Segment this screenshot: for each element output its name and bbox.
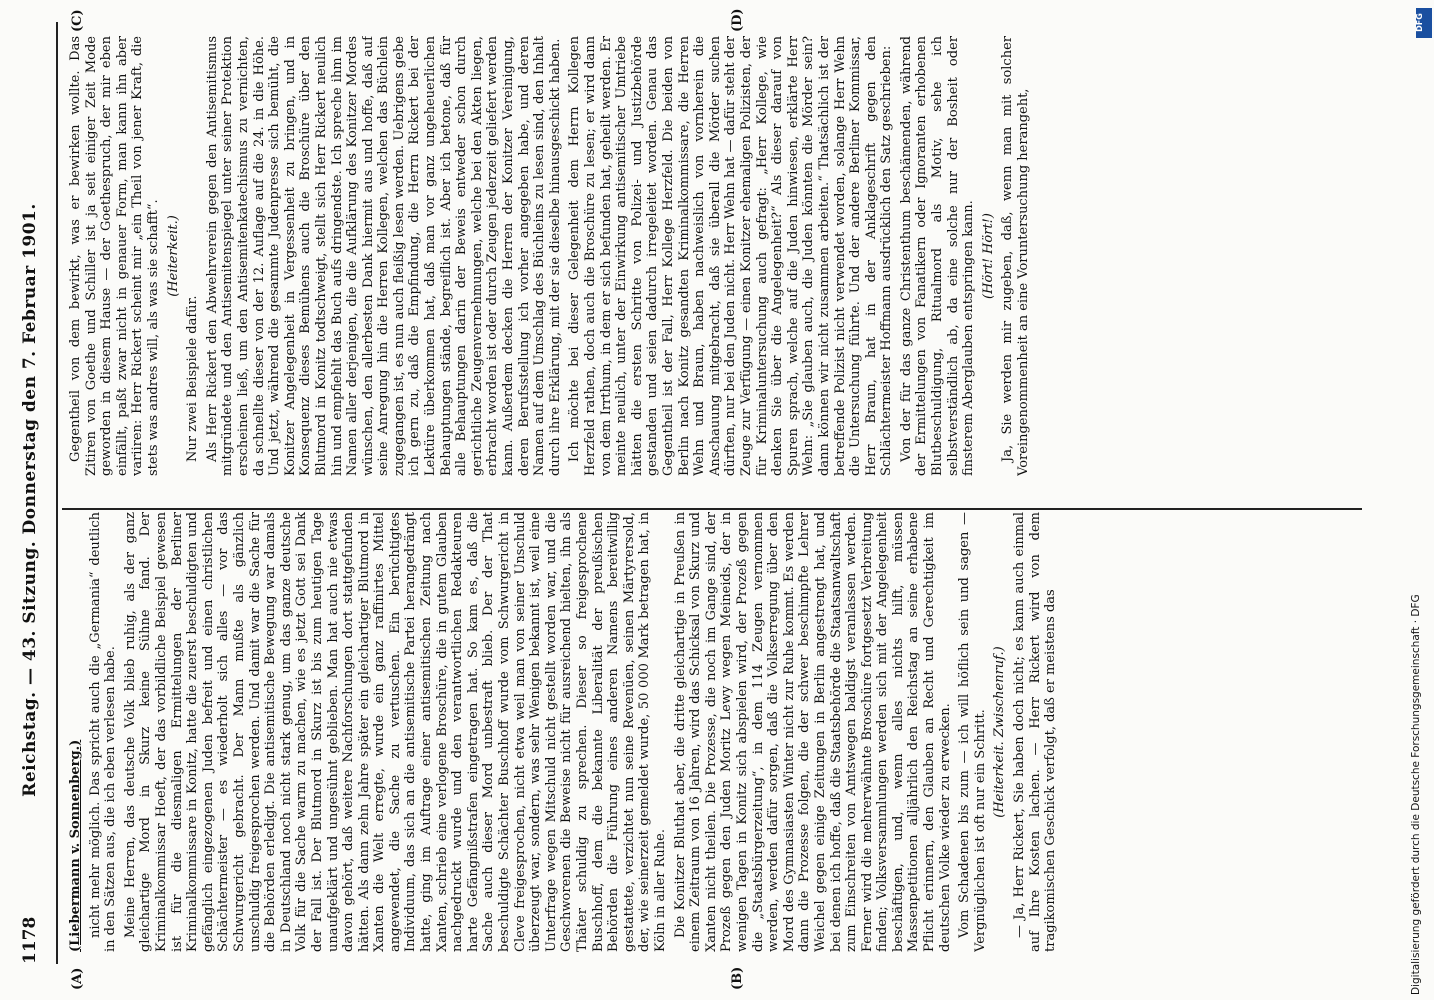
margin-marker-a: (A)	[70, 967, 85, 990]
session-heading: Reichstag. — 43. Sitzung. Donnerstag den 7. Februar 1901.	[20, 203, 40, 797]
paragraph: Ja, Sie werden mir zugeben, daß, wenn man mit solcher Voreingenommenheit an eine Voruntersuchung herangeht,	[1000, 36, 1032, 476]
margin-marker-b: (B)	[730, 966, 745, 990]
interjection: (Heiterkeit.)	[165, 215, 181, 297]
paragraph: Meine Herren, das deutsche Volk blieb ruhig, als der ganz gleichartige Mord in Skurz keine Sühne fand. Der Kriminalkommissar Hoeft, der das vorbildliche Beispiel gewesen ist für die diesmaligen Ermittelungen der Berliner Kriminalkommissare in Konitz, hatte die zuerst beschuldigten und gefänglich eingezogenen Juden befreit und einen christlichen Schächtermeister — es wiederholt sich alles — vor das Schwurgericht gebracht. Der Mann mußte als gänzlich unschuldig freigesprochen werden. Und damit war die Sache für die Behörden erledigt. Die antisemitische Bewegung war damals in Deutschland noch nicht stark genug, um das ganze deutsche Volk für die Sache warm zu machen, wie es jetzt Gott sei Dank der Fall ist. Der Blutmord in Skurz ist bis zum heutigen Tage unaufgeklärt und ungesühnt geblieben. Man hat auch nie etwas davon gehört, daß weitere Nachforschungen dort stattgefunden hätten. Als dann zehn Jahre später ein gleichartiger Blutmord in Xanten die Welt erregte, wurde ein ganz raffinirtes Mittel angewendet, die Sache zu vertuschen. Ein berüchtigtes Individuum, das sich an die antisemitische Partei herangedrängt hatte, ging im Auftrage einer antisemitischen Zeitung nach Xanten, schrieb eine verlogene Broschüre, die in gutem Glauben nachgedruckt wurde und den verantwortlichen Redakteuren harte Gefängnißstrafen eingetragen hat. So kam es, daß die Sache auch dieser Mord unbestraft blieb. Der der That beschuldigte Schächter Buschhoff wurde vom Schwurgericht in Cleve freigesprochen, nicht etwa weil man von seiner Unschuld überzeugt war, sondern, was sehr Wenigen bekannt ist, weil eine Unterfrage wegen Mitschuld nicht gestellt worden war, und die Geschworenen die Beweise nicht für ausreichend hielten, ihn als Thäter schuldig zu sprechen. Dieser so freigesprochene Buschhoff, dem die bekannte Liberalität der preußischen Behörden die Führung eines anderen Namens bereitwillig gestattete, verzichtet nun seine Revenüen, seinen Märtyrersold, der, wie seinerzeit gemeldet wurde, 50 000 Mark betragen hat, in Köln in aller Ruhe.	[122, 512, 668, 952]
dfg-logo-icon	[1416, 8, 1432, 38]
paragraph: Gegentheil von dem bewirkt, was er bewirken wollte. Das Zitiren von Goethe und Schiller ist ja seit einiger Zeit Mode geworden in diesem Hause — der Goethespruch, der mir eben einfällt, paßt zwar nicht in genauer Form, man kann ihn aber variiren: Herr Rickert scheint mir „ein Theil von jener Kraft, die stets was andres will, als was sie schafft“.	[68, 36, 161, 476]
paragraph: Die Konitzer Bluthat aber, die dritte gleichartige in Preußen in einem Zeitraum von 16 Jahren, wird das Schicksal von Skurz und Xanten nicht theilen. Die Prozesse, die noch im Gange sind, der Prozeß gegen den Juden Moritz Lewy wegen Meineids, der in wenigen Tagen in Konitz sich abspielen wird, der Prozeß gegen die „Staatsbürgerzeitung“, in dem 114 Zeugen vernommen werden, werden dafür sorgen, daß die Volkserregung über den Mord des Gymnasiasten Winter nicht zur Ruhe kommt. Es werden dann die Prozesse folgen, die der schwer beschimpfte Lehrer Weichel gegen einige Zeitungen in Berlin angestrengt hat, und bei denen ich hoffe, daß die Staatsbehörde die Staatsanwaltschaft zum Einschreiten von Amtswegen baldigst veranlassen werden. Ferner wird die mehrerwähnte Broschüre fortgesetzt Verbreitung finden; Volksversammlungen werden sich mit der Angelegenheit beschäftigen, und, wenn alles nichts hilft, müssen Massenpetitionen alljährlich den Reichstag an seine erhabene Pflicht erinnern, den Glauben an Recht und Gerechtigkeit im deutschen Volke wieder zu erwecken.	[672, 512, 953, 952]
paragraph: — Ja, Herr Rickert, Sie haben doch nicht; es kann auch einmal auf Ihre Kosten lachen. — Herr Rickert wird von dem tragikomischen Geschick verfolgt, daß er meistens das	[1012, 512, 1059, 952]
digitization-credit-strip	[1410, 0, 1434, 1000]
interjection: (Heiterkeit. Zwischenruf.)	[992, 646, 1008, 818]
paragraph: Als Herr Rickert den Abwehrverein gegen den Antisemitismus mitgründete und den Antisemitenspiegel unter seiner Protektion erscheinen ließ, um den Antisemitenkatechismus zu vernichten, da schnellte dieser von der 12. Auflage auf die 24. in die Höhe. Und jetzt, während die gesammte Judenpresse sich bemüht, die Konitzer Angelegenheit in Vergessenheit zu bringen, und in Konsequenz dieses Bemühens auch die Broschüre über den Blutmord in Konitz todtschweigt, stellt sich Herr Rickert neulich hin und empfiehlt das Buch aufs dringendste. Ich spreche ihm im Namen aller derjenigen, die die Aufklärung des Konitzer Mordes wünschen, den allerbesten Dank hiermit aus und hoffe, daß auf seine Anregung hin die Herren Kollegen, welchen das Büchlein zugegangen ist, es nun auch fleißig lesen werden. Uebrigens gebe ich gern zu, daß die Empfindung, die Herrn Rickert bei der Lektüre überkommen hat, daß man vor ganz ungeheuerlichen Behauptungen stände, begreiflich ist. Aber ich betone, daß für alle Behauptungen darin der Beweis entweder schon durch gerichtliche Zeugenvernehmungen, welche bei den Akten liegen, erbracht worden ist oder durch Zeugen jederzeit geliefert werden kann. Außerdem decken die Herren der Konitzer Vereinigung, deren Berufsstellung ich vorher angegeben habe, und deren Namen auf dem Umschlag des Büchleins zu lesen sind, den Inhalt durch ihre Erklärung, mit der sie dieselbe hinausgeschickt haben.	[204, 36, 563, 476]
header-rule	[56, 22, 58, 964]
column-divider	[62, 508, 1362, 510]
right-column	[68, 36, 1358, 476]
page-header	[0, 0, 62, 1000]
interjection: (Hört! Hört!)	[980, 213, 996, 299]
paragraph: nicht mehr möglich. Das spricht auch die „Germania“ deutlich in den Sätzen aus, die ich eben verlesen habe.	[87, 512, 119, 952]
digitization-credit: Digitalisierung gefördert durch die Deutsche Forschungsgemeinschaft · DFG	[1410, 594, 1422, 995]
speaker-name: (Liebermann v. Sonnenberg.)	[68, 739, 83, 952]
margin-marker-d: (D)	[730, 8, 745, 32]
quotation: Von der für das ganze Christenthum beschämenden, während der Ermittelungen von Fanatikern oder Ignoranten erhobenen Blutbeschuldigung, Ritualmord als Motiv, sehe ich selbstverständlich ab, da eine solche nur der Bosheit oder finsterem Aberglauben entspringen kann.	[898, 36, 977, 476]
paragraph: Vom Schadenen bis zum — ich will höflich sein und sagen — Vergnüglichen ist oft nur ein Schritt.	[957, 512, 988, 952]
page-number: 1178	[20, 916, 40, 964]
left-column	[68, 512, 1358, 952]
margin-marker-c: (C)	[70, 9, 85, 32]
dfg-logo-text: DFG	[1414, 13, 1424, 32]
paragraph: Ich möchte bei dieser Gelegenheit dem Herrn Kollegen Herzfeld rathen, doch auch die Broschüre zu lesen; er wird dann von dem Irrthum, in dem er sich befunden hat, geheilt werden. Er meinte neulich, unter der Einwirkung antisemitischer Umtriebe hätten die ersten Schritte von Polizei- und Justizbehörde gestanden und seien dadurch irregeleitet worden. Genau das Gegentheil ist der Fall, Herr Kollege Herzfeld. Die beiden von Berlin nach Konitz gesandten Kriminalkommissare, die Herren Wehn und Braun, haben nachweislich von vornherein die Anschauung mitgebracht, daß sie überall die Mörder suchen dürften, nur bei den Juden nicht. Herr Wehn hat — dafür steht der Zeuge zur Verfügung — einen Konitzer ehemaligen Polizisten, der für Kriminaluntersuchung auch gefragt: „Herr Kollege, wie denken Sie über die Angelegenheit?“ Als dieser darauf von Spuren sprach, welche auf die Juden hinwiesen, erklärte Herr Wehn: „Sie glauben auch, die Juden könnten die Mörder sein? dann können wir nicht zusammen arbeiten.“ Thatsächlich ist der betreffende Polizist nicht verwendet worden, solange Herr Wehn die Untersuchung führte. Und der andere Berliner Kommissar, Herr Braun, hat in der Anklageschrift gegen den Schlächtermeister Hoffmann ausdrücklich den Satz geschrieben:	[567, 36, 895, 476]
paragraph: Nur zwei Beispiele dafür.	[185, 295, 201, 462]
